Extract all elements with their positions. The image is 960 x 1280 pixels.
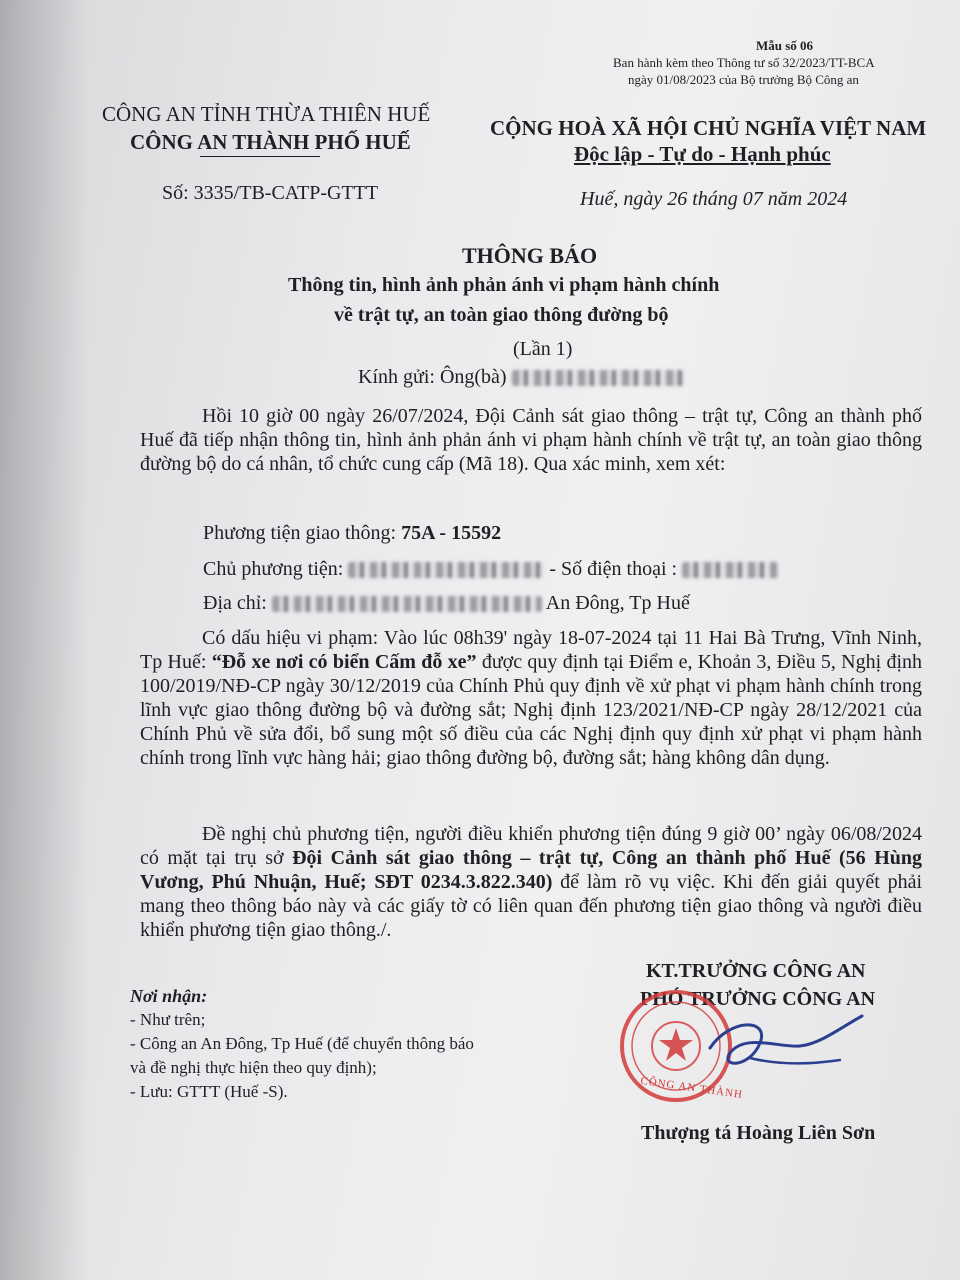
violation-paragraph — [140, 626, 922, 770]
vehicle-plate: 75A - 15592 — [401, 522, 502, 544]
phone-label: - Số điện thoại : — [549, 558, 678, 580]
intro-paragraph — [140, 404, 922, 476]
violation-text-pre: Có dấu hiệu vi phạm: Vào lúc 08h39' ngày 18-07-2024 tại 11 Hai Bà Trưng, Vĩnh Ninh, Tp Huế: — [140, 627, 922, 673]
nation-name: CỘNG HOÀ XÃ HỘI CHỦ NGHĨA VIỆT NAM — [490, 116, 927, 140]
recipient-item: - Lưu: GTTT (Huế -S). — [130, 1082, 288, 1101]
owner-line — [203, 558, 778, 581]
vehicle-label: Phương tiện giao thông: — [203, 522, 402, 544]
signature-title-1: KT.TRƯỞNG CÔNG AN — [646, 960, 866, 982]
address-tail: An Đông, Tp Huế — [545, 592, 690, 614]
request-paragraph — [140, 822, 922, 942]
agency-underline — [200, 156, 320, 157]
form-note-line1: Ban hành kèm theo Thông tư số 32/2023/TT-BCA — [613, 55, 875, 70]
document-title: THÔNG BÁO — [462, 243, 598, 268]
vehicle-line — [203, 522, 501, 545]
violation-text-post: được quy định tại Điểm e, Khoản 3, Điều 5, Nghị định 100/2019/NĐ-CP ngày 30/12/2019 của Chính Phủ quy định về xử phạt vi phạm hành chính trong lĩnh vực giao thông đường bộ và đường sắt; Nghị định 123/2021/NĐ-CP ngày 28/12/2021 của Chính Phủ về sửa đổi, bổ sung một số điều của các Nghị định quy định xử phạt vi phạm hành chính trong lĩnh vực hàng hải; giao thông đường bộ, đường sắt; hàng không dân dụng. — [140, 651, 923, 769]
request-text-pre: Đề nghị chủ phương tiện, người điều khiển phương tiện đúng 9 giờ 00’ ngày 06/08/2024 có mặt tại trụ sở — [140, 823, 922, 869]
page-shadow — [0, 0, 90, 1280]
redacted-recipient-name — [512, 370, 684, 386]
recipient-item: và đề nghị thực hiện theo quy định); — [130, 1058, 377, 1077]
subtitle-line2: về trật tự, an toàn giao thông đường bộ — [334, 304, 669, 326]
recipient-label: Kính gửi: Ông(bà) — [358, 366, 507, 388]
request-office: Đội Cảnh sát giao thông – trật tự, Công an thành phố Huế (56 Hùng Vương, Phú Nhuận, Huế; SĐT 0234.3.822.340) — [140, 847, 922, 893]
document-number: Số: 3335/TB-CATP-GTTT — [162, 182, 379, 204]
violation-name: “Đỗ xe nơi có biển Cấm đỗ xe” — [211, 651, 477, 673]
handwritten-signature — [690, 1008, 870, 1088]
intro-text: Hồi 10 giờ 00 ngày 26/07/2024, Đội Cảnh sát giao thông – trật tự, Công an thành phố Huế đã tiếp nhận thông tin, hình ảnh phản ánh vi phạm hành chính về trật tự, an toàn giao thông đường bộ do cá nhân, tổ chức cung cấp (Mã 18). Qua xác minh, xem xét: — [140, 405, 922, 475]
subtitle-line1: Thông tin, hình ảnh phản ánh vi phạm hành chính — [288, 274, 720, 296]
request-text-post: để làm rõ vụ việc. Khi đến giải quyết phải mang theo thông báo này và các giấy tờ có liên quan đến phương tiện giao thông và người điều khiển phương tiện giao thông./. — [140, 871, 922, 941]
recipients-heading: Nơi nhận: — [130, 986, 208, 1006]
recipients-block — [130, 984, 474, 1104]
recipient-line — [358, 366, 684, 389]
owner-label: Chủ phương tiện: — [203, 558, 344, 580]
issue-date: Huế, ngày 26 tháng 07 năm 2024 — [580, 188, 848, 210]
address-line — [203, 592, 690, 615]
signature-title-2: PHÓ TRƯỞNG CÔNG AN — [640, 988, 876, 1010]
redacted-address — [272, 596, 542, 612]
redacted-phone-number — [682, 562, 778, 578]
attempt-number: (Lần 1) — [513, 338, 573, 360]
address-label: Địa chỉ: — [203, 592, 267, 614]
seal-text: CÔNG AN THÀNH — [639, 1074, 744, 1102]
redacted-owner-name — [348, 562, 544, 578]
form-note-line2: ngày 01/08/2023 của Bộ trưởng Bộ Công an — [628, 72, 859, 87]
signer-name: Thượng tá Hoàng Liên Sơn — [641, 1122, 876, 1144]
national-motto: Độc lập - Tự do - Hạnh phúc — [574, 142, 831, 166]
recipient-item: - Công an An Đông, Tp Huế (để chuyển thông báo — [130, 1034, 474, 1053]
form-number: Mẫu số 06 — [756, 38, 814, 53]
agency-name: CÔNG AN THÀNH PHỐ HUẾ — [130, 130, 411, 154]
recipient-item: - Như trên; — [130, 1010, 206, 1029]
parent-agency: CÔNG AN TỈNH THỪA THIÊN HUẾ — [102, 102, 431, 126]
